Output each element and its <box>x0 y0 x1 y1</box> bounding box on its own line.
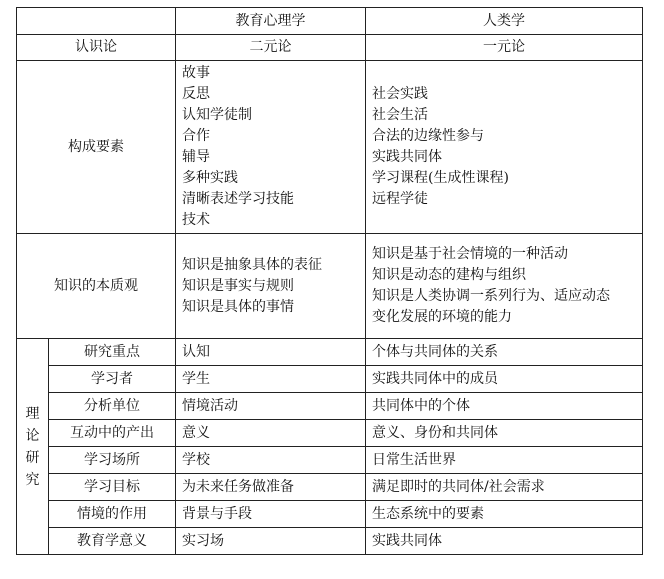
theory-row-label: 互动中的产出 <box>49 420 176 447</box>
theory-row <box>17 447 643 474</box>
theory-row-anthropology: 个体与共同体的关系 <box>366 339 643 366</box>
theory-row <box>17 501 643 528</box>
theory-group-char: 理 <box>25 405 40 422</box>
elements-anthropology-item: 社会实践 <box>372 86 428 102</box>
theory-row-label: 分析单位 <box>49 393 176 420</box>
theory-row-anthropology: 实践共同体 <box>366 528 643 555</box>
elements-anthropology-cell <box>366 61 643 234</box>
knowledge-edu-psych-item: 知识是事实与规则 <box>182 277 294 294</box>
theory-row <box>17 339 643 366</box>
theory-row-anthropology: 实践共同体中的成员 <box>366 366 643 393</box>
elements-edu-psych-item: 反思 <box>182 86 210 102</box>
theory-row-anthropology: 共同体中的个体 <box>366 393 643 420</box>
elements-edu-psych-item: 技术 <box>182 212 210 228</box>
elements-anthropology-item: 学习课程(生成性课程) <box>372 170 509 186</box>
theory-row <box>17 366 643 393</box>
elements-edu-psych-item: 认知学徒制 <box>182 107 252 123</box>
theory-row-label: 学习场所 <box>49 447 176 474</box>
theory-row-label: 研究重点 <box>49 339 176 366</box>
elements-label: 构成要素 <box>17 61 176 234</box>
epistemology-label: 认识论 <box>17 35 176 61</box>
elements-anthropology-item: 实践共同体 <box>372 149 442 165</box>
theory-row-anthropology: 生态系统中的要素 <box>366 501 643 528</box>
elements-edu-psych-cell <box>176 61 366 234</box>
theory-row-anthropology: 满足即时的共同体/社会需求 <box>366 474 643 501</box>
elements-edu-psych-item: 故事 <box>182 65 210 81</box>
theory-row-anthropology: 日常生活世界 <box>366 447 643 474</box>
theory-row-edu-psych: 学生 <box>176 366 366 393</box>
knowledge-edu-psych-item: 知识是抽象具体的表征 <box>182 256 322 273</box>
header-blank-cell <box>17 8 176 35</box>
knowledge-anthropology-item: 变化发展的环境的能力 <box>372 309 512 325</box>
theory-row-label: 情境的作用 <box>49 501 176 528</box>
knowledge-anthropology-item: 知识是动态的建构与组织 <box>372 267 526 283</box>
theory-row-label: 学习者 <box>49 366 176 393</box>
theory-row <box>17 474 643 501</box>
theory-row-anthropology: 意义、身份和共同体 <box>366 420 643 447</box>
header-edu-psych: 教育心理学 <box>176 8 366 35</box>
header-anthropology: 人类学 <box>366 8 643 35</box>
elements-edu-psych-item: 清晰表述学习技能 <box>182 191 294 207</box>
theory-row-edu-psych: 实习场 <box>176 528 366 555</box>
elements-edu-psych-item: 多种实践 <box>182 170 238 186</box>
theory-row-label: 学习目标 <box>49 474 176 501</box>
theory-row-edu-psych: 学校 <box>176 447 366 474</box>
knowledge-label: 知识的本质观 <box>17 234 176 339</box>
knowledge-edu-psych-cell <box>176 234 366 339</box>
elements-edu-psych-item: 辅导 <box>182 149 210 165</box>
theory-row <box>17 393 643 420</box>
theory-group-label <box>17 339 49 555</box>
knowledge-anthropology-item: 知识是人类协调一系列行为、适应动态 <box>372 288 610 304</box>
epistemology-edu-psych: 二元论 <box>176 35 366 61</box>
knowledge-edu-psych-item: 知识是具体的事情 <box>182 298 294 315</box>
theory-group-char: 究 <box>25 471 40 488</box>
comparison-table <box>16 7 643 555</box>
elements-row <box>17 61 643 234</box>
theory-row <box>17 528 643 555</box>
theory-row <box>17 420 643 447</box>
theory-row-label: 教育学意义 <box>49 528 176 555</box>
elements-edu-psych-item: 合作 <box>182 128 210 144</box>
knowledge-anthropology-cell <box>366 234 643 339</box>
theory-row-edu-psych: 背景与手段 <box>176 501 366 528</box>
theory-row-edu-psych: 情境活动 <box>176 393 366 420</box>
header-row <box>17 8 643 35</box>
theory-row-edu-psych: 意义 <box>176 420 366 447</box>
theory-group-char: 论 <box>25 427 40 444</box>
theory-group-char: 研 <box>25 449 40 466</box>
knowledge-row <box>17 234 643 339</box>
theory-row-edu-psych: 认知 <box>176 339 366 366</box>
elements-anthropology-item: 社会生活 <box>372 107 428 123</box>
knowledge-anthropology-item: 知识是基于社会情境的一种活动 <box>372 246 568 262</box>
theory-row-edu-psych: 为未来任务做准备 <box>176 474 366 501</box>
elements-anthropology-item: 合法的边缘性参与 <box>372 128 484 144</box>
epistemology-anthropology: 一元论 <box>366 35 643 61</box>
epistemology-row <box>17 35 643 61</box>
elements-anthropology-item: 远程学徒 <box>372 191 428 207</box>
